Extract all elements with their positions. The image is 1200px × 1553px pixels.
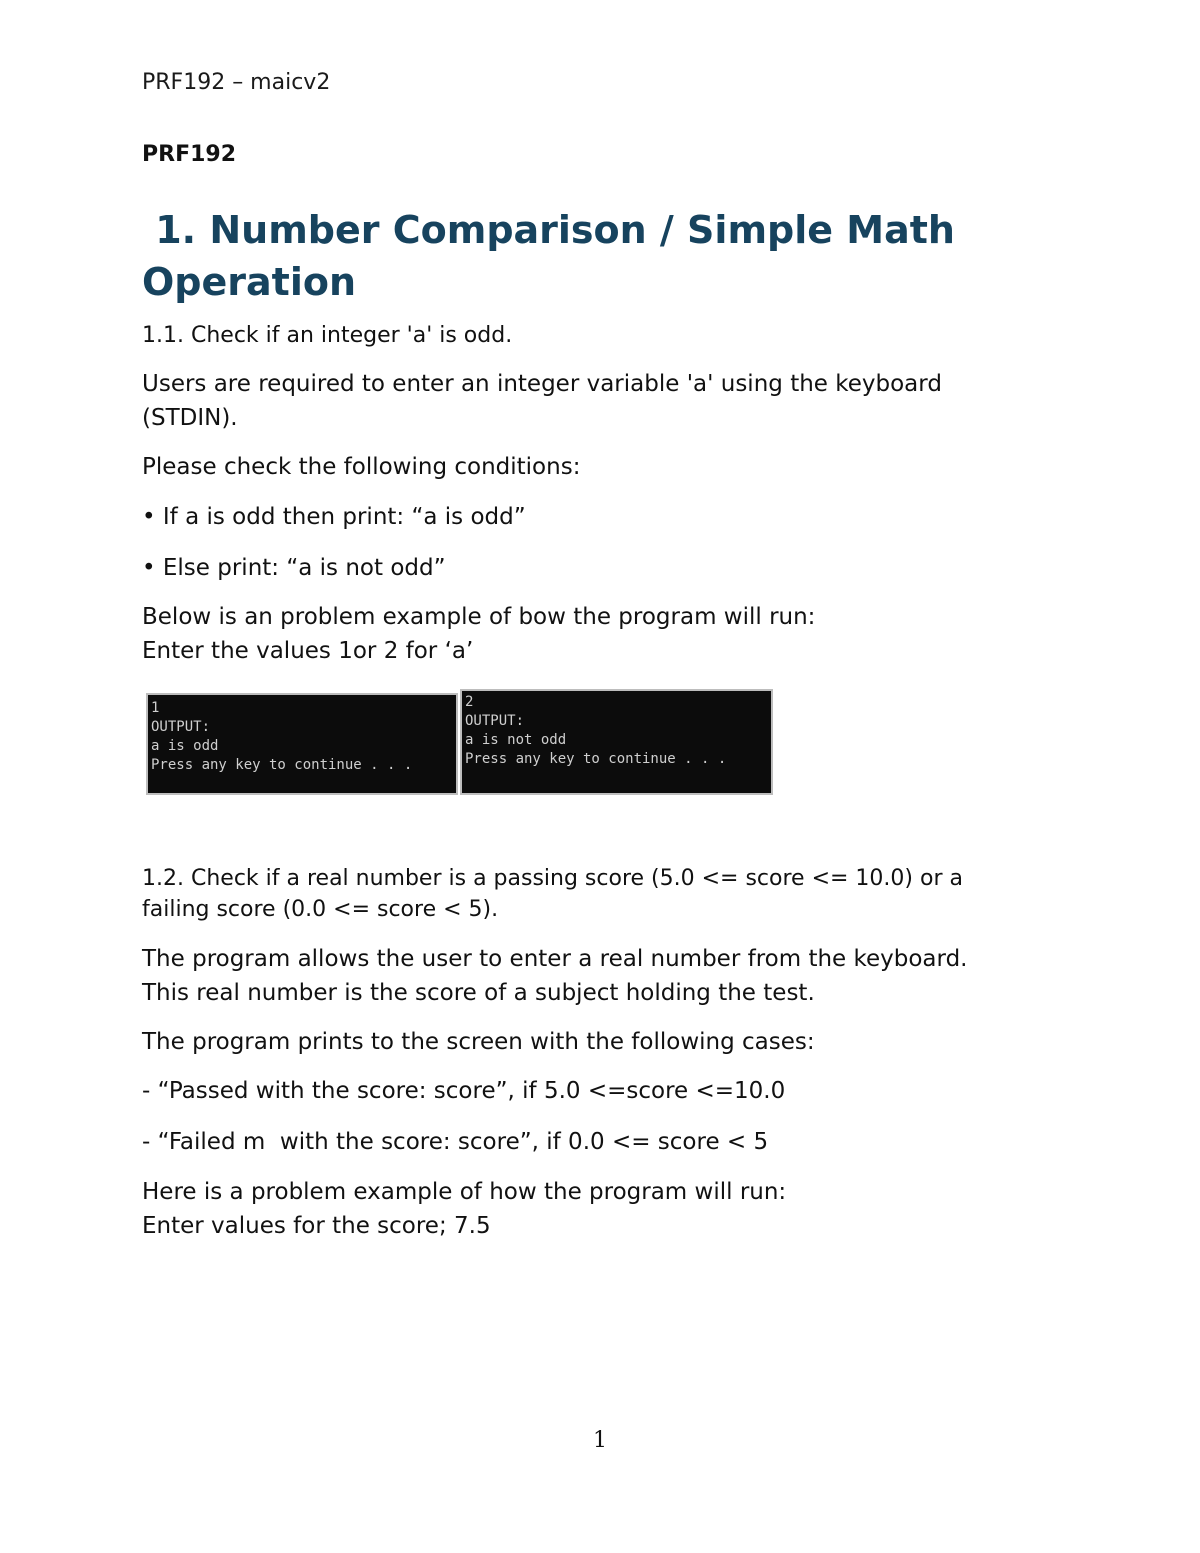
paragraph-line: Users are required to enter an integer variable 'a' using the keyboard	[142, 371, 942, 397]
cases-intro: The program prints to the screen with the following cases:	[142, 1029, 815, 1055]
case-passed: - “Passed with the score: score”, if 5.0 <=score <=10.0	[142, 1078, 786, 1104]
console-line: Press any key to continue . . .	[151, 757, 413, 773]
score-example-description	[142, 1175, 786, 1243]
case-failed: - “Failed m with the score: score”, if 0.0 <= score < 5	[142, 1129, 769, 1155]
console-line: OUTPUT:	[465, 713, 525, 729]
paragraph-line: This real number is the score of a subject holding the test.	[142, 980, 815, 1006]
console-line: a is not odd	[465, 732, 567, 748]
section-heading-line-2: Operation	[142, 260, 357, 304]
subsection-1-1-paragraph	[142, 367, 942, 435]
subsection-1-2-paragraph	[142, 942, 967, 1010]
page-header: PRF192 – maicv2	[142, 70, 331, 95]
title-line: 1.2. Check if a real number is a passing score (5.0 <= score <= 10.0) or a	[142, 866, 963, 891]
console-output-screenshot-1	[146, 693, 458, 795]
subsection-1-2-title	[142, 863, 963, 925]
console-output-screenshot-2	[460, 689, 773, 795]
subsection-1-1-title: 1.1. Check if an integer 'a' is odd.	[142, 323, 513, 348]
paragraph-line: The program allows the user to enter a real number from the keyboard.	[142, 946, 968, 972]
paragraph-line: (STDIN).	[142, 405, 238, 431]
example-description	[142, 600, 815, 668]
section-heading	[142, 204, 955, 308]
conditions-intro: Please check the following conditions:	[142, 454, 581, 480]
example-line: Enter the values 1or 2 for ‘a’	[142, 638, 474, 664]
example-line: Here is a problem example of how the program will run:	[142, 1179, 787, 1205]
example-line: Below is an problem example of bow the program will run:	[142, 604, 816, 630]
console-line: OUTPUT:	[151, 719, 211, 735]
console-line: Press any key to continue . . .	[465, 751, 727, 767]
section-heading-line-1: 1. Number Comparison / Simple Math	[142, 208, 955, 252]
title-line: failing score (0.0 <= score < 5).	[142, 897, 499, 922]
console-line: 2	[465, 694, 474, 710]
bullet-item-not-odd: • Else print: “a is not odd”	[142, 555, 446, 581]
console-line: a is odd	[151, 738, 219, 754]
bullet-item-odd: • If a is odd then print: “a is odd”	[142, 504, 526, 530]
page-number: 1	[593, 1428, 607, 1453]
example-line: Enter values for the score; 7.5	[142, 1213, 491, 1239]
document-label: PRF192	[142, 142, 237, 167]
console-line: 1	[151, 700, 160, 716]
